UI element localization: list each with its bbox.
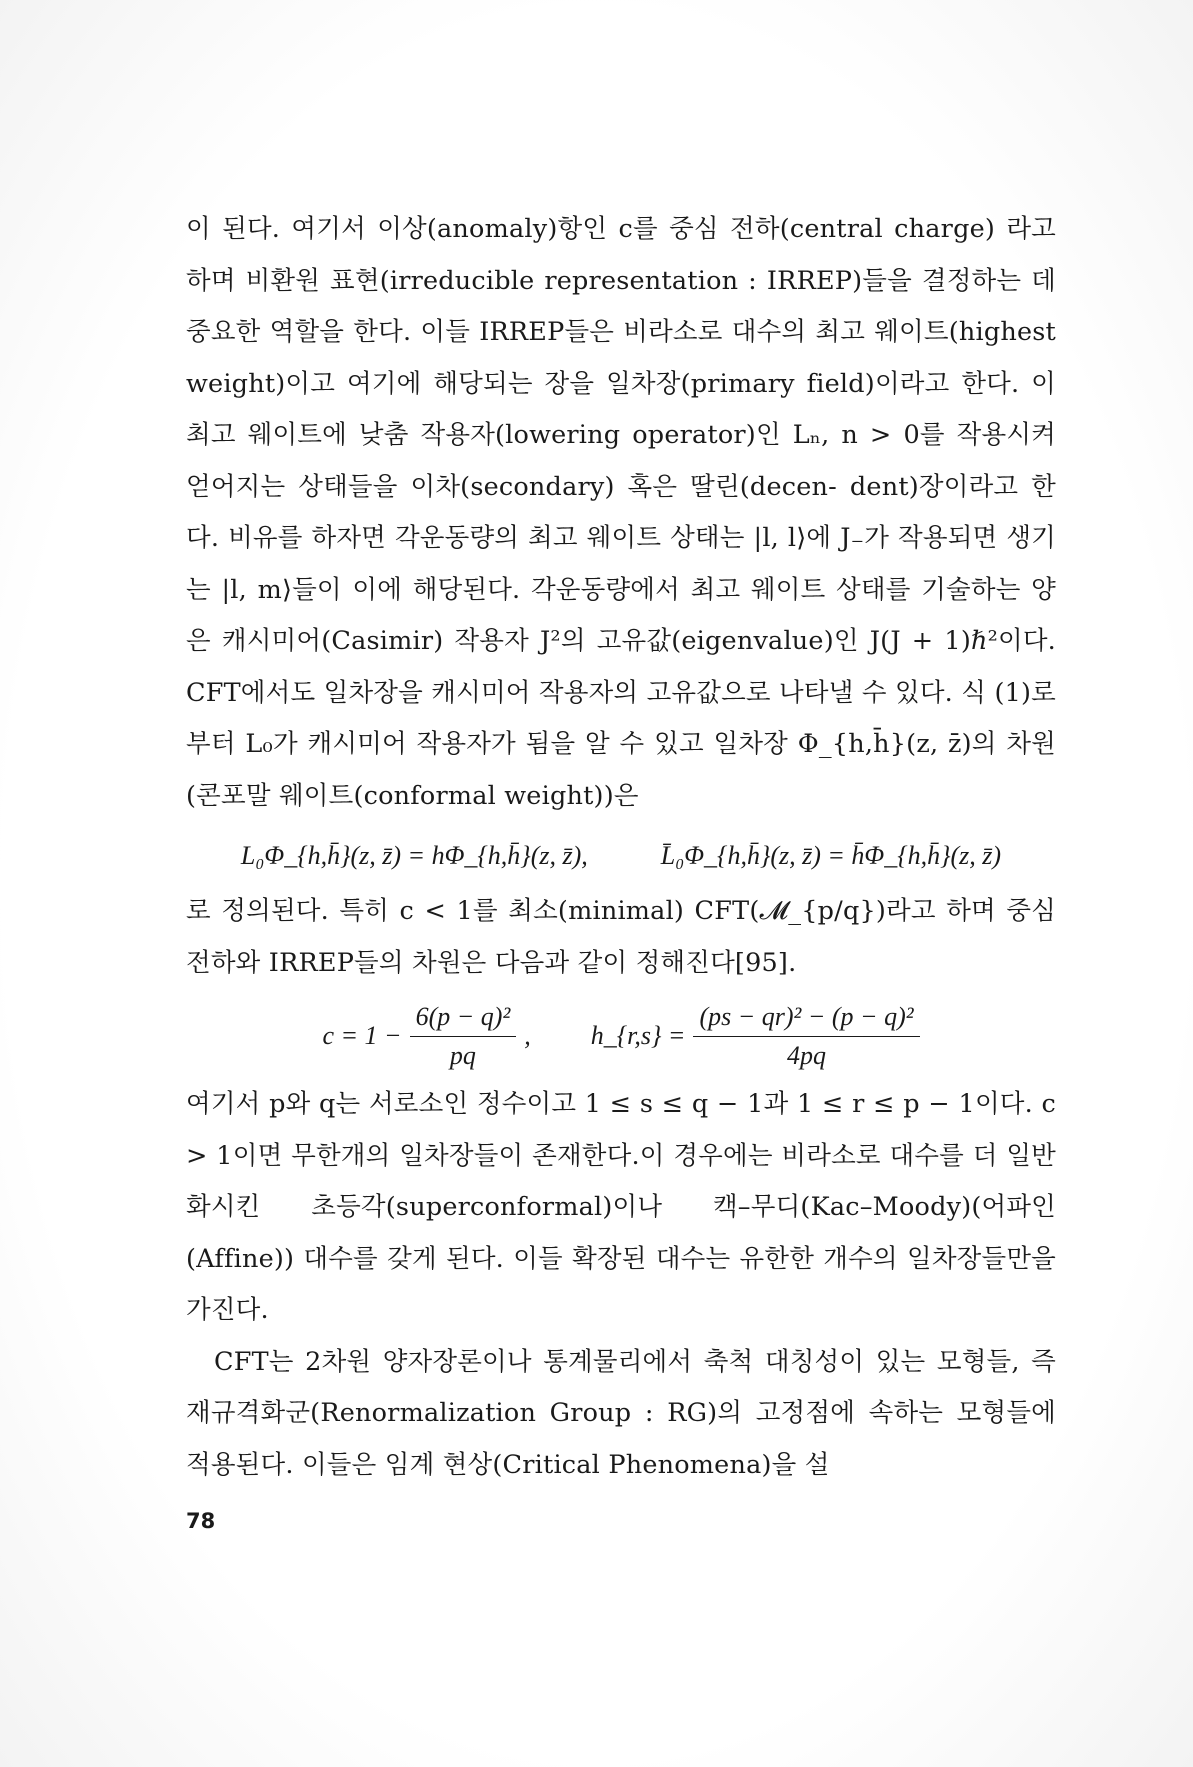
equation-conformal-weight [186,826,1056,886]
fraction-numerator: 6(p − q)² [410,1002,517,1037]
fraction-numerator: (ps − qr)² − (p − q)² [693,1002,919,1037]
equation-separator: , [524,1021,531,1050]
equation-c-lhs: c = 1 − [322,1021,402,1050]
equation-c [322,1002,530,1071]
equation-h-lhs: h_{r,s} = [590,1021,686,1050]
equation-right: L̄₀Φ_{h,h̄}(z, z̄) = h̄Φ_{h,h̄}(z, z̄) [660,841,1002,870]
paragraph: 로 정의된다. 특히 c < 1를 최소(minimal) CFT(𝓜_{p/q})라고 하며 중심 전하와 IRREP들의 차원은 다음과 같이 정해진다[95]. [186,896,1056,978]
equation-central-charge [186,993,1056,1079]
fraction [693,1002,919,1071]
fraction-denominator: pq [449,1040,476,1070]
page-number: 78 [186,1509,216,1533]
body-text [186,204,1056,1491]
equation-left: L₀Φ_{h,h̄}(z, z̄) = hΦ_{h,h̄}(z, z̄), [240,841,588,870]
paragraph: 이 된다. 여기서 이상(anomaly)항인 c를 중심 전하(central charge) 라고 하며 비환원 표현(irreducible representation : IRREP)들을 결정하는 데 중요한 역할을 한다. 이들 IRREP들은 비라소로 대수의 최고 웨이트(highest weight)이고 여기에 해당되는 장을 일차장(primary field)이라고 한다. 이 최고 웨이트에 낮춤 작용자(lowering operator)인 Lₙ, n > 0를 작용시켜 얻어지는 상태들을 이차(secondary) 혹은 딸린(decen- dent)장이라고 한다. 비유를 하자면 각운동량의 최고 웨이트 상태는 |l, l⟩에 J₋가 작용되면 생기는 |l, m⟩들이 이에 해당된다. 각운동량에서 최고 웨이트 상태를 기술하는 양은 캐시미어(Casimir) 작용자 J²의 고유값(eigenvalue)인 J(J + 1)ℏ²이다. CFT에서도 일차장을 캐시미어 작용자의 고유값으로 나타낼 수 있다. 식 (1)로부터 L₀가 캐시미어 작용자가 됨을 알 수 있고 일차장 Φ_{h,h̄}(z, z̄)의 차원(콘포말 웨이트(conformal weight))은 [186,214,1056,811]
paragraph: 여기서 p와 q는 서로소인 정수이고 1 ≤ s ≤ q − 1과 1 ≤ r ≤ p − 1이다. c > 1이면 무한개의 일차장들이 존재한다.이 경우에는 비라소로 대수를 더 일반화시킨 초등각(superconformal)이나 캑–무디(Kac–Moody)(어파인(Affine)) 대수를 갖게 된다. 이들 확장된 대수는 유한한 개수의 일차장들만을 가진다. [186,1089,1056,1325]
fraction-denominator: 4pq [787,1040,826,1070]
fraction [410,1002,517,1071]
equation-h [591,1002,920,1071]
paragraph: CFT는 2차원 양자장론이나 통계물리에서 축척 대칭성이 있는 모형들, 즉 재규격화군(Renormalization Group : RG)의 고정점에 속하는 모형들에 적용된다. 이들은 임계 현상(Critical Phenomena)을 설 [186,1346,1056,1480]
